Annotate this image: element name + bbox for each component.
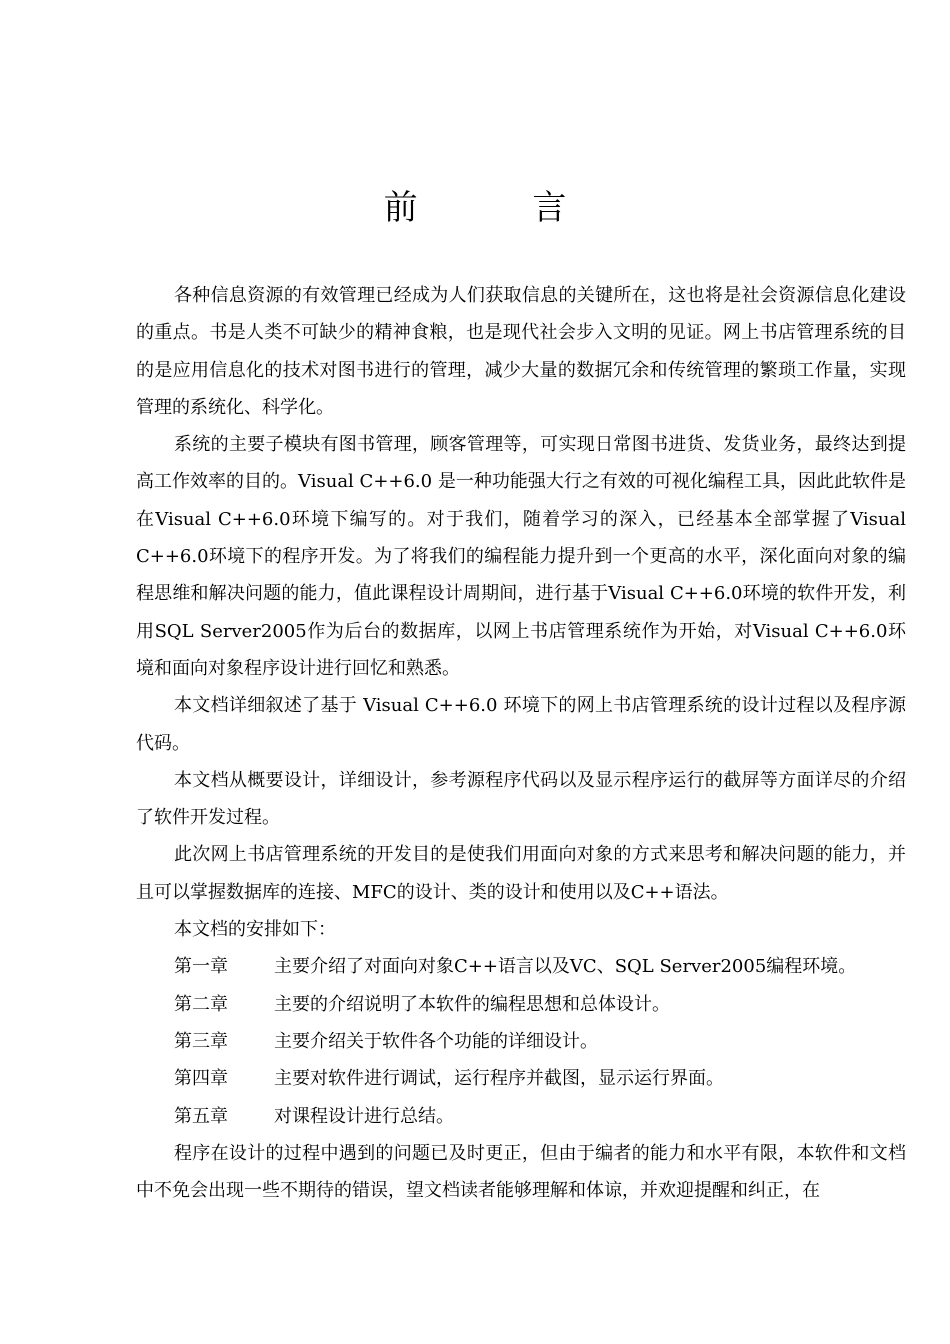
paragraph-modules: 系统的主要子模块有图书管理，顾客管理等，可实现日常图书进货、发货业务，最终达到提高工作效率的目的。Visual C++6.0 是一种功能强大行之有效的可视化编程工具，因此此软件是在Visual C++6.0环境下编写的。对于我们，随着学习的深入，已经基本全部掌握了Visual C++6.0环境下的程序开发。为了将我们的编程能力提升到一个更高的水平，深化面向对象的编程思维和解决问题的能力，值此课程设计周期间，进行基于Visual C++6.0环境的软件开发，利用SQL Server2005作为后台的数据库，以网上书店管理系统作为开始，对Visual C++6.0环境和面向对象程序设计进行回忆和熟悉。	[136, 434, 906, 679]
chapter-item	[136, 948, 906, 985]
chapter-number: 第二章	[174, 993, 228, 1015]
chapter-item	[136, 1060, 906, 1097]
page-title: 前 言	[383, 188, 619, 228]
chapter-description: 主要介绍了对面向对象C++语言以及VC、SQL Server2005编程环境。	[274, 956, 857, 978]
chapter-number: 第四章	[174, 1068, 228, 1090]
chapter-item	[136, 986, 906, 1023]
chapter-description: 主要的介绍说明了本软件的编程思想和总体设计。	[274, 993, 670, 1015]
chapter-description: 对课程设计进行总结。	[274, 1105, 454, 1127]
paragraph-document-scope: 本文档详细叙述了基于 Visual C++6.0 环境下的网上书店管理系统的设计过程以及程序源代码。	[136, 695, 906, 754]
chapter-number: 第一章	[174, 956, 228, 978]
paragraph-document-contents: 本文档从概要设计，详细设计，参考源程序代码以及显示程序运行的截屏等方面详尽的介绍了软件开发过程。	[136, 769, 906, 829]
chapter-number: 第三章	[174, 1030, 228, 1052]
chapter-description: 主要介绍关于软件各个功能的详细设计。	[274, 1030, 598, 1052]
chapter-number: 第五章	[174, 1105, 228, 1127]
paragraph-arrangement: 本文档的安排如下：	[174, 919, 336, 941]
chapter-item	[136, 1098, 906, 1135]
paragraph-closing: 程序在设计的过程中遇到的问题已及时更正，但由于编者的能力和水平有限，本软件和文档中不免会出现一些不期待的错误，望文档读者能够理解和体谅，并欢迎提醒和纠正，在	[136, 1142, 906, 1202]
chapter-item	[136, 1023, 906, 1060]
paragraph-intro: 各种信息资源的有效管理已经成为人们获取信息的关键所在，这也将是社会资源信息化建设的重点。书是人类不可缺少的精神食粮，也是现代社会步入文明的见证。网上书店管理系统的目的是应用信息化的技术对图书进行的管理，减少大量的数据冗余和传统管理的繁琐工作量，实现管理的系统化、科学化。	[136, 285, 906, 418]
chapter-description: 主要对软件进行调试，运行程序并截图，显示运行界面。	[274, 1068, 724, 1090]
body-text	[136, 277, 906, 1209]
paragraph-purpose: 此次网上书店管理系统的开发目的是使我们用面向对象的方式来思考和解决问题的能力，并且可以掌握数据库的连接、MFC的设计、类的设计和使用以及C++语法。	[136, 844, 906, 903]
